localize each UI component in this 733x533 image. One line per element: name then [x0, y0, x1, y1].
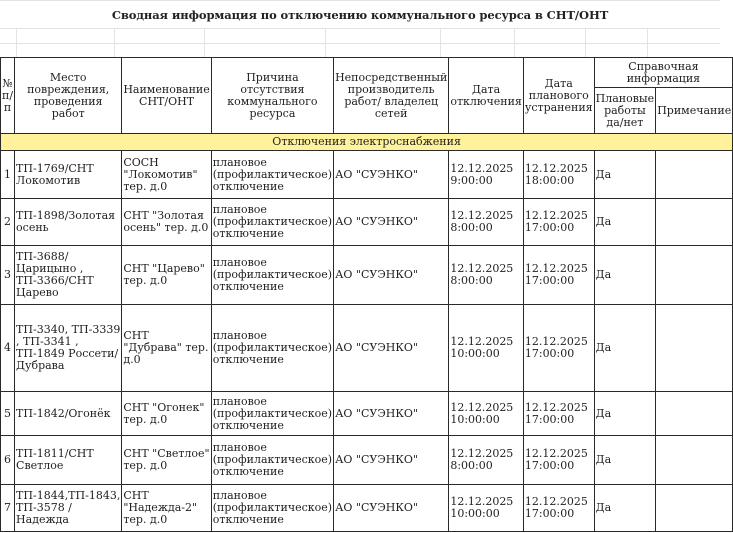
header-num[interactable]: № п/п: [1, 58, 15, 134]
cell-date-fix[interactable]: 12.12.2025 17:00:00: [523, 305, 594, 392]
cell-reason[interactable]: плановое (профилактическое) отключение: [211, 305, 333, 392]
cell-name[interactable]: СНТ "Огонек" тер. д.0: [122, 392, 211, 436]
cell-producer[interactable]: АО "СУЭНКО": [334, 436, 449, 485]
cell-name[interactable]: СОСН "Локомотив" тер. д.0: [122, 151, 211, 199]
table-row: [1, 436, 733, 485]
cell-date-off[interactable]: 12.12.2025 10:00:00: [449, 392, 524, 436]
cell-producer[interactable]: АО "СУЭНКО": [334, 305, 449, 392]
cell-producer[interactable]: АО "СУЭНКО": [334, 246, 449, 305]
cell-reason[interactable]: плановое (профилактическое) отключение: [211, 246, 333, 305]
cell-planned[interactable]: Да: [594, 485, 656, 532]
cell-reason[interactable]: плановое (профилактическое) отключение: [211, 392, 333, 436]
cell-num[interactable]: 4: [1, 305, 15, 392]
cell-place[interactable]: ТП-1844,ТП-1843, ТП-3578 / Надежда: [15, 485, 122, 532]
cell-note[interactable]: [656, 392, 733, 436]
table-row: [1, 199, 733, 246]
cell-date-off[interactable]: 12.12.2025 9:00:00: [449, 151, 524, 199]
cell-note[interactable]: [656, 305, 733, 392]
cell-place[interactable]: ТП-3340, ТП-3339 , ТП-3341 , ТП-1849 Россети/ Дубрава: [15, 305, 122, 392]
cell-date-off[interactable]: 12.12.2025 10:00:00: [449, 305, 524, 392]
header-producer[interactable]: Непосредственный производитель работ/ владелец сетей: [334, 58, 449, 134]
cell-place[interactable]: ТП-1811/СНТ Светлое: [15, 436, 122, 485]
cell-reason[interactable]: плановое (профилактическое) отключение: [211, 436, 333, 485]
header-reason[interactable]: Причина отсутствия коммунального ресурса: [211, 58, 333, 134]
gridline: [647, 29, 648, 57]
cell-note[interactable]: [656, 485, 733, 532]
cell-place[interactable]: ТП-1842/Огонёк: [15, 392, 122, 436]
header-date-off[interactable]: Дата отключения: [449, 58, 524, 134]
cell-producer[interactable]: АО "СУЭНКО": [334, 485, 449, 532]
gridline: [440, 29, 441, 57]
gridline: [514, 29, 515, 57]
cell-reason[interactable]: плановое (профилактическое) отключение: [211, 199, 333, 246]
gridline: [0, 28, 720, 29]
cell-name[interactable]: СНТ "Золотая осень" тер. д.0: [122, 199, 211, 246]
cell-reason[interactable]: плановое (профилактическое) отключение: [211, 485, 333, 532]
cell-date-off[interactable]: 12.12.2025 8:00:00: [449, 199, 524, 246]
cell-date-fix[interactable]: 12.12.2025 17:00:00: [523, 246, 594, 305]
header-place[interactable]: Место повреждения, проведения работ: [15, 58, 122, 134]
cell-note[interactable]: [656, 151, 733, 199]
cell-planned[interactable]: Да: [594, 436, 656, 485]
cell-num[interactable]: 2: [1, 199, 15, 246]
table-row: [1, 392, 733, 436]
cell-num[interactable]: 3: [1, 246, 15, 305]
header-row: [1, 58, 733, 88]
cell-place[interactable]: ТП-1898/Золотая осень: [15, 199, 122, 246]
section-title[interactable]: Отключения электроснабжения: [1, 134, 733, 151]
cell-producer[interactable]: АО "СУЭНКО": [334, 199, 449, 246]
cell-planned[interactable]: Да: [594, 305, 656, 392]
cell-date-fix[interactable]: 12.12.2025 17:00:00: [523, 199, 594, 246]
cell-name[interactable]: СНТ "Дубрава" тер. д.0: [122, 305, 211, 392]
cell-producer[interactable]: АО "СУЭНКО": [334, 392, 449, 436]
cell-num[interactable]: 1: [1, 151, 15, 199]
cell-name[interactable]: СНТ "Светлое" тер. д.0: [122, 436, 211, 485]
cell-place[interactable]: ТП-3688/ Царицыно , ТП-3366/СНТ Царево: [15, 246, 122, 305]
cell-planned[interactable]: Да: [594, 392, 656, 436]
gridline: [16, 29, 17, 57]
cell-reason[interactable]: плановое (профилактическое) отключение: [211, 151, 333, 199]
header-ref[interactable]: Справочная информация: [594, 58, 733, 88]
table-row: [1, 246, 733, 305]
section-row: [1, 134, 733, 151]
cell-name[interactable]: СНТ "Царево" тер. д.0: [122, 246, 211, 305]
sheet-title: Сводная информация по отключению коммунального ресурса в СНТ/ОНТ: [111, 8, 609, 22]
cell-name[interactable]: СНТ "Надежда-2" тер. д.0: [122, 485, 211, 532]
cell-planned[interactable]: Да: [594, 151, 656, 199]
gridline: [114, 29, 115, 57]
cell-note[interactable]: [656, 199, 733, 246]
cell-num[interactable]: 5: [1, 392, 15, 436]
cell-num[interactable]: 7: [1, 485, 15, 532]
cell-date-fix[interactable]: 12.12.2025 17:00:00: [523, 392, 594, 436]
cell-date-fix[interactable]: 12.12.2025 18:00:00: [523, 151, 594, 199]
cell-date-off[interactable]: 12.12.2025 10:00:00: [449, 485, 524, 532]
header-planned[interactable]: Плановые работы да/нет: [594, 88, 656, 134]
header-name[interactable]: Наименование СНТ/ОНТ: [122, 58, 211, 134]
gridline: [585, 29, 586, 57]
cell-note[interactable]: [656, 246, 733, 305]
outage-table: [0, 57, 733, 532]
header-note[interactable]: Примечание: [656, 88, 733, 134]
gridline: [0, 0, 720, 1]
gridline: [204, 29, 205, 57]
cell-producer[interactable]: АО "СУЭНКО": [334, 151, 449, 199]
cell-date-fix[interactable]: 12.12.2025 17:00:00: [523, 436, 594, 485]
cell-place[interactable]: ТП-1769/СНТ Локомотив: [15, 151, 122, 199]
cell-date-off[interactable]: 12.12.2025 8:00:00: [449, 246, 524, 305]
table-row: [1, 485, 733, 532]
gridline: [325, 29, 326, 57]
table-row: [1, 151, 733, 199]
gridline: [0, 43, 720, 44]
cell-planned[interactable]: Да: [594, 199, 656, 246]
table-row: [1, 305, 733, 392]
cell-note[interactable]: [656, 436, 733, 485]
cell-num[interactable]: 6: [1, 436, 15, 485]
cell-date-off[interactable]: 12.12.2025 8:00:00: [449, 436, 524, 485]
header-date-fix[interactable]: Дата планового устранения: [523, 58, 594, 134]
cell-planned[interactable]: Да: [594, 246, 656, 305]
cell-date-fix[interactable]: 12.12.2025 17:00:00: [523, 485, 594, 532]
